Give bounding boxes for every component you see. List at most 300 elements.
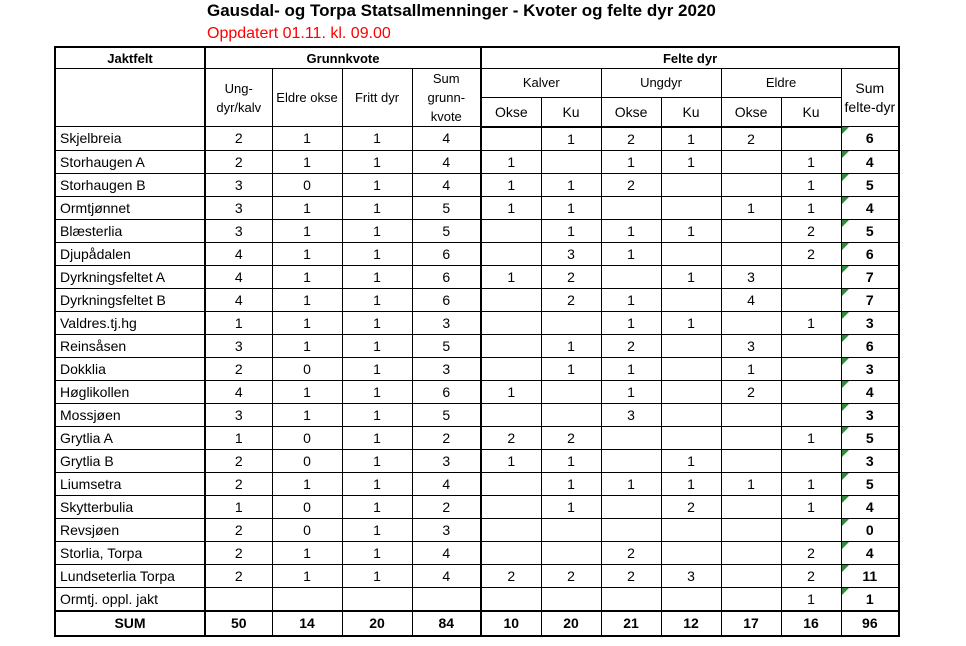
sum-grunnkvote-cell: 6 bbox=[412, 242, 481, 265]
kalver-ku-cell: 1 bbox=[541, 449, 601, 472]
sum-grunnkvote-cell: 6 bbox=[412, 288, 481, 311]
ungdyr-ku-cell: 1 bbox=[661, 127, 721, 151]
kalver-ku-cell bbox=[541, 380, 601, 403]
sum-grunnkvote-cell: 2 bbox=[412, 426, 481, 449]
header-ungdyr-ku: Ku bbox=[661, 97, 721, 126]
eldre-okse-felt-cell bbox=[721, 311, 781, 334]
eldre-ku-cell: 1 bbox=[781, 311, 841, 334]
kalver-ku-cell: 2 bbox=[541, 288, 601, 311]
kalver-okse-cell bbox=[481, 334, 541, 357]
table-row bbox=[55, 311, 899, 334]
fritt-dyr-cell: 1 bbox=[342, 380, 412, 403]
eldre-ku-cell bbox=[781, 403, 841, 426]
sum-felte-dyr-cell: 3 bbox=[841, 403, 899, 426]
ungdyr-ku-cell bbox=[661, 541, 721, 564]
eldre-okse-felt-cell: 4 bbox=[721, 288, 781, 311]
sum-felte-dyr-cell: 5 bbox=[841, 219, 899, 242]
sum-ungdyr-ku: 12 bbox=[661, 611, 721, 636]
kalver-okse-cell bbox=[481, 311, 541, 334]
ungdyr-okse-cell bbox=[601, 449, 661, 472]
sum-felte-dyr-cell: 6 bbox=[841, 242, 899, 265]
table-row bbox=[55, 426, 899, 449]
ung-dyr-kalv-cell: 4 bbox=[205, 265, 272, 288]
jaktfelt-cell: Ormtjønnet bbox=[55, 196, 205, 219]
sum-grunnkvote-cell: 2 bbox=[412, 495, 481, 518]
table-row bbox=[55, 564, 899, 587]
eldre-ku-cell: 1 bbox=[781, 150, 841, 173]
table-row bbox=[55, 196, 899, 219]
eldre-okse-felt-cell: 3 bbox=[721, 334, 781, 357]
jaktfelt-cell: Dyrkningsfeltet A bbox=[55, 265, 205, 288]
sum-felte-dyr-cell: 4 bbox=[841, 495, 899, 518]
sum-grunnkvote-cell: 3 bbox=[412, 518, 481, 541]
jaktfelt-cell: Liumsetra bbox=[55, 472, 205, 495]
ung-dyr-kalv-cell: 4 bbox=[205, 380, 272, 403]
header-felte-dyr: Felte dyr bbox=[481, 47, 899, 69]
table-row bbox=[55, 403, 899, 426]
jaktfelt-cell: Mossjøen bbox=[55, 403, 205, 426]
sum-felte-dyr-cell: 1 bbox=[841, 587, 899, 611]
sum-grunnkvote-cell: 4 bbox=[412, 127, 481, 151]
table-row bbox=[55, 127, 899, 151]
header-ung-dyr-kalv: Ung-dyr/kalv bbox=[205, 69, 272, 127]
ungdyr-okse-cell: 1 bbox=[601, 150, 661, 173]
sum-grunnkvote-cell: 3 bbox=[412, 357, 481, 380]
header-kalver-okse: Okse bbox=[481, 97, 541, 126]
fritt-dyr-cell: 1 bbox=[342, 357, 412, 380]
header-eldre-ku: Ku bbox=[781, 97, 841, 126]
jaktfelt-cell: Grytlia B bbox=[55, 449, 205, 472]
ungdyr-okse-cell: 1 bbox=[601, 219, 661, 242]
sum-grunnkvote-cell: 4 bbox=[412, 472, 481, 495]
ungdyr-ku-cell bbox=[661, 334, 721, 357]
fritt-dyr-cell bbox=[342, 587, 412, 611]
eldre-okse-cell: 1 bbox=[272, 219, 342, 242]
table-row bbox=[55, 357, 899, 380]
table-row bbox=[55, 541, 899, 564]
eldre-ku-cell: 1 bbox=[781, 472, 841, 495]
ungdyr-ku-cell bbox=[661, 288, 721, 311]
sum-felte-dyr-cell: 4 bbox=[841, 541, 899, 564]
sum-grunnkvote-cell: 4 bbox=[412, 173, 481, 196]
ung-dyr-kalv-cell: 4 bbox=[205, 288, 272, 311]
sum-eldre-ku: 16 bbox=[781, 611, 841, 636]
updated-subtitle: Oppdatert 01.11. kl. 09.00 bbox=[207, 25, 391, 42]
header-blank bbox=[55, 69, 205, 127]
ung-dyr-kalv-cell: 2 bbox=[205, 518, 272, 541]
jaktfelt-cell: Storhaugen A bbox=[55, 150, 205, 173]
eldre-ku-cell: 1 bbox=[781, 426, 841, 449]
fritt-dyr-cell: 1 bbox=[342, 288, 412, 311]
header-grunnkvote: Grunnkvote bbox=[205, 47, 481, 69]
eldre-okse-felt-cell bbox=[721, 150, 781, 173]
table-row bbox=[55, 219, 899, 242]
ungdyr-okse-cell: 2 bbox=[601, 127, 661, 151]
ung-dyr-kalv-cell: 2 bbox=[205, 541, 272, 564]
sum-grunnkvote-cell: 4 bbox=[412, 564, 481, 587]
ungdyr-okse-cell: 1 bbox=[601, 357, 661, 380]
kalver-okse-cell bbox=[481, 541, 541, 564]
ung-dyr-kalv-cell: 2 bbox=[205, 357, 272, 380]
kalver-ku-cell: 1 bbox=[541, 196, 601, 219]
kalver-okse-cell bbox=[481, 127, 541, 151]
ungdyr-ku-cell bbox=[661, 518, 721, 541]
sum-felte-dyr-cell: 5 bbox=[841, 426, 899, 449]
eldre-okse-cell: 0 bbox=[272, 449, 342, 472]
ungdyr-ku-cell: 1 bbox=[661, 311, 721, 334]
jaktfelt-cell: Skjelbreia bbox=[55, 127, 205, 151]
sum-felte-dyr-cell: 3 bbox=[841, 357, 899, 380]
eldre-okse-cell: 1 bbox=[272, 150, 342, 173]
eldre-okse-felt-cell bbox=[721, 564, 781, 587]
eldre-ku-cell: 1 bbox=[781, 587, 841, 611]
sum-grunnkvote: 84 bbox=[412, 611, 481, 636]
ung-dyr-kalv-cell: 3 bbox=[205, 196, 272, 219]
sum-felte-dyr-cell: 6 bbox=[841, 127, 899, 151]
ung-dyr-kalv-cell: 2 bbox=[205, 472, 272, 495]
sum-felte-dyr-cell: 7 bbox=[841, 265, 899, 288]
eldre-ku-cell: 2 bbox=[781, 219, 841, 242]
jaktfelt-cell: Høglikollen bbox=[55, 380, 205, 403]
jaktfelt-cell: Grytlia A bbox=[55, 426, 205, 449]
eldre-ku-cell bbox=[781, 449, 841, 472]
fritt-dyr-cell: 1 bbox=[342, 495, 412, 518]
kalver-ku-cell: 1 bbox=[541, 472, 601, 495]
eldre-ku-cell: 1 bbox=[781, 196, 841, 219]
ungdyr-okse-cell: 1 bbox=[601, 472, 661, 495]
eldre-okse-cell: 1 bbox=[272, 403, 342, 426]
jaktfelt-cell: Skytterbulia bbox=[55, 495, 205, 518]
header-ungdyr-okse: Okse bbox=[601, 97, 661, 126]
table-row bbox=[55, 587, 899, 611]
ung-dyr-kalv-cell: 4 bbox=[205, 242, 272, 265]
header-sum-grunnkvote: Sum grunn-kvote bbox=[412, 69, 481, 127]
eldre-ku-cell: 1 bbox=[781, 173, 841, 196]
fritt-dyr-cell: 1 bbox=[342, 426, 412, 449]
kalver-ku-cell: 1 bbox=[541, 219, 601, 242]
ungdyr-okse-cell: 2 bbox=[601, 564, 661, 587]
ungdyr-ku-cell bbox=[661, 426, 721, 449]
kalver-ku-cell: 3 bbox=[541, 242, 601, 265]
jaktfelt-cell: Dyrkningsfeltet B bbox=[55, 288, 205, 311]
jaktfelt-cell: Storhaugen B bbox=[55, 173, 205, 196]
ungdyr-ku-cell: 3 bbox=[661, 564, 721, 587]
eldre-ku-cell bbox=[781, 127, 841, 151]
ungdyr-ku-cell: 1 bbox=[661, 150, 721, 173]
ung-dyr-kalv-cell bbox=[205, 587, 272, 611]
eldre-okse-felt-cell bbox=[721, 541, 781, 564]
eldre-okse-cell: 1 bbox=[272, 380, 342, 403]
ungdyr-ku-cell: 1 bbox=[661, 219, 721, 242]
kalver-okse-cell bbox=[481, 403, 541, 426]
eldre-okse-felt-cell: 3 bbox=[721, 265, 781, 288]
fritt-dyr-cell: 1 bbox=[342, 196, 412, 219]
fritt-dyr-cell: 1 bbox=[342, 265, 412, 288]
eldre-okse-cell: 1 bbox=[272, 311, 342, 334]
eldre-okse-cell: 0 bbox=[272, 357, 342, 380]
eldre-okse-felt-cell bbox=[721, 587, 781, 611]
kalver-okse-cell bbox=[481, 242, 541, 265]
sum-felte-dyr-cell: 3 bbox=[841, 449, 899, 472]
eldre-okse-cell: 1 bbox=[272, 288, 342, 311]
sum-grunnkvote-cell: 4 bbox=[412, 150, 481, 173]
ungdyr-ku-cell bbox=[661, 357, 721, 380]
sum-eldre-okse: 14 bbox=[272, 611, 342, 636]
eldre-okse-felt-cell bbox=[721, 518, 781, 541]
ung-dyr-kalv-cell: 2 bbox=[205, 150, 272, 173]
kalver-okse-cell bbox=[481, 587, 541, 611]
sum-eldre-okse-felt: 17 bbox=[721, 611, 781, 636]
eldre-okse-felt-cell bbox=[721, 426, 781, 449]
eldre-okse-felt-cell: 1 bbox=[721, 357, 781, 380]
header-ungdyr: Ungdyr bbox=[601, 69, 721, 98]
quota-table bbox=[54, 46, 900, 637]
ung-dyr-kalv-cell: 3 bbox=[205, 219, 272, 242]
eldre-okse-cell: 1 bbox=[272, 472, 342, 495]
jaktfelt-cell: Dokklia bbox=[55, 357, 205, 380]
ungdyr-ku-cell: 2 bbox=[661, 495, 721, 518]
eldre-okse-cell: 0 bbox=[272, 495, 342, 518]
eldre-okse-felt-cell: 1 bbox=[721, 196, 781, 219]
sum-grunnkvote-cell: 6 bbox=[412, 265, 481, 288]
header-fritt-dyr: Fritt dyr bbox=[342, 69, 412, 127]
ung-dyr-kalv-cell: 1 bbox=[205, 426, 272, 449]
ungdyr-okse-cell bbox=[601, 265, 661, 288]
ungdyr-ku-cell bbox=[661, 196, 721, 219]
table-row bbox=[55, 265, 899, 288]
jaktfelt-cell: Revsjøen bbox=[55, 518, 205, 541]
ungdyr-ku-cell bbox=[661, 403, 721, 426]
ungdyr-ku-cell bbox=[661, 380, 721, 403]
sum-grunnkvote-cell: 3 bbox=[412, 311, 481, 334]
ung-dyr-kalv-cell: 3 bbox=[205, 403, 272, 426]
kalver-okse-cell: 2 bbox=[481, 426, 541, 449]
sum-grunnkvote-cell: 5 bbox=[412, 403, 481, 426]
sum-kalver-ku: 20 bbox=[541, 611, 601, 636]
kalver-ku-cell: 1 bbox=[541, 495, 601, 518]
table-row bbox=[55, 150, 899, 173]
sum-felte-dyr-cell: 5 bbox=[841, 173, 899, 196]
eldre-okse-cell: 1 bbox=[272, 196, 342, 219]
sum-grunnkvote-cell bbox=[412, 587, 481, 611]
eldre-ku-cell bbox=[781, 518, 841, 541]
table-row bbox=[55, 472, 899, 495]
eldre-okse-felt-cell bbox=[721, 219, 781, 242]
ungdyr-okse-cell: 1 bbox=[601, 380, 661, 403]
kalver-ku-cell: 2 bbox=[541, 265, 601, 288]
eldre-ku-cell: 2 bbox=[781, 564, 841, 587]
sum-grunnkvote-cell: 5 bbox=[412, 196, 481, 219]
ung-dyr-kalv-cell: 1 bbox=[205, 311, 272, 334]
eldre-okse-felt-cell bbox=[721, 173, 781, 196]
kalver-ku-cell bbox=[541, 403, 601, 426]
sum-fritt: 20 bbox=[342, 611, 412, 636]
eldre-ku-cell: 2 bbox=[781, 541, 841, 564]
kalver-okse-cell: 1 bbox=[481, 449, 541, 472]
ung-dyr-kalv-cell: 1 bbox=[205, 495, 272, 518]
sum-label: SUM bbox=[55, 611, 205, 636]
eldre-ku-cell: 2 bbox=[781, 242, 841, 265]
table-row bbox=[55, 334, 899, 357]
eldre-ku-cell bbox=[781, 334, 841, 357]
table-row bbox=[55, 242, 899, 265]
sum-ung: 50 bbox=[205, 611, 272, 636]
kalver-ku-cell bbox=[541, 541, 601, 564]
kalver-ku-cell: 1 bbox=[541, 334, 601, 357]
kalver-ku-cell bbox=[541, 587, 601, 611]
eldre-ku-cell bbox=[781, 288, 841, 311]
eldre-okse-felt-cell: 2 bbox=[721, 127, 781, 151]
ung-dyr-kalv-cell: 2 bbox=[205, 127, 272, 151]
ungdyr-ku-cell bbox=[661, 587, 721, 611]
fritt-dyr-cell: 1 bbox=[342, 518, 412, 541]
fritt-dyr-cell: 1 bbox=[342, 173, 412, 196]
sum-felte-dyr-cell: 7 bbox=[841, 288, 899, 311]
sum-kalver-okse: 10 bbox=[481, 611, 541, 636]
fritt-dyr-cell: 1 bbox=[342, 564, 412, 587]
fritt-dyr-cell: 1 bbox=[342, 127, 412, 151]
table-row bbox=[55, 449, 899, 472]
eldre-okse-felt-cell bbox=[721, 449, 781, 472]
jaktfelt-cell: Djupådalen bbox=[55, 242, 205, 265]
eldre-ku-cell: 1 bbox=[781, 495, 841, 518]
eldre-okse-cell bbox=[272, 587, 342, 611]
kalver-okse-cell: 1 bbox=[481, 173, 541, 196]
eldre-okse-cell: 1 bbox=[272, 541, 342, 564]
jaktfelt-cell: Lundseterlia Torpa bbox=[55, 564, 205, 587]
sum-felte-dyr: 96 bbox=[841, 611, 899, 636]
kalver-okse-cell: 1 bbox=[481, 150, 541, 173]
kalver-okse-cell: 1 bbox=[481, 380, 541, 403]
sum-felte-dyr-cell: 4 bbox=[841, 150, 899, 173]
ungdyr-okse-cell: 3 bbox=[601, 403, 661, 426]
fritt-dyr-cell: 1 bbox=[342, 219, 412, 242]
eldre-okse-cell: 1 bbox=[272, 127, 342, 151]
fritt-dyr-cell: 1 bbox=[342, 449, 412, 472]
eldre-okse-felt-cell bbox=[721, 495, 781, 518]
ungdyr-ku-cell bbox=[661, 173, 721, 196]
fritt-dyr-cell: 1 bbox=[342, 541, 412, 564]
sum-grunnkvote-cell: 4 bbox=[412, 541, 481, 564]
sum-felte-dyr-cell: 4 bbox=[841, 196, 899, 219]
ungdyr-okse-cell bbox=[601, 426, 661, 449]
kalver-ku-cell bbox=[541, 518, 601, 541]
ungdyr-okse-cell: 2 bbox=[601, 173, 661, 196]
eldre-ku-cell bbox=[781, 380, 841, 403]
ungdyr-okse-cell: 1 bbox=[601, 311, 661, 334]
jaktfelt-cell: Storlia, Torpa bbox=[55, 541, 205, 564]
kalver-ku-cell: 1 bbox=[541, 357, 601, 380]
eldre-okse-cell: 1 bbox=[272, 265, 342, 288]
eldre-okse-cell: 0 bbox=[272, 518, 342, 541]
ungdyr-okse-cell: 2 bbox=[601, 541, 661, 564]
eldre-okse-felt-cell: 1 bbox=[721, 472, 781, 495]
header-eldre: Eldre bbox=[721, 69, 841, 98]
kalver-ku-cell: 1 bbox=[541, 173, 601, 196]
eldre-ku-cell bbox=[781, 265, 841, 288]
ungdyr-ku-cell: 1 bbox=[661, 449, 721, 472]
eldre-okse-cell: 1 bbox=[272, 564, 342, 587]
kalver-okse-cell bbox=[481, 219, 541, 242]
fritt-dyr-cell: 1 bbox=[342, 242, 412, 265]
kalver-ku-cell bbox=[541, 311, 601, 334]
ungdyr-okse-cell: 1 bbox=[601, 288, 661, 311]
fritt-dyr-cell: 1 bbox=[342, 150, 412, 173]
jaktfelt-cell: Valdres.tj.hg bbox=[55, 311, 205, 334]
ung-dyr-kalv-cell: 3 bbox=[205, 334, 272, 357]
ungdyr-okse-cell bbox=[601, 587, 661, 611]
header-kalver: Kalver bbox=[481, 69, 601, 98]
sum-felte-dyr-cell: 4 bbox=[841, 380, 899, 403]
kalver-okse-cell bbox=[481, 357, 541, 380]
fritt-dyr-cell: 1 bbox=[342, 403, 412, 426]
header-jaktfelt: Jaktfelt bbox=[55, 47, 205, 69]
kalver-okse-cell: 1 bbox=[481, 196, 541, 219]
sum-felte-dyr-cell: 11 bbox=[841, 564, 899, 587]
page-title: Gausdal- og Torpa Statsallmenninger - Kvoter og felte dyr 2020 bbox=[207, 1, 716, 20]
jaktfelt-cell: Reinsåsen bbox=[55, 334, 205, 357]
ungdyr-okse-cell bbox=[601, 196, 661, 219]
table-row bbox=[55, 518, 899, 541]
eldre-okse-cell: 0 bbox=[272, 426, 342, 449]
header-eldre-okse: Eldre okse bbox=[272, 69, 342, 127]
ungdyr-ku-cell: 1 bbox=[661, 265, 721, 288]
sum-ungdyr-okse: 21 bbox=[601, 611, 661, 636]
fritt-dyr-cell: 1 bbox=[342, 472, 412, 495]
sum-grunnkvote-cell: 5 bbox=[412, 334, 481, 357]
ungdyr-ku-cell: 1 bbox=[661, 472, 721, 495]
ung-dyr-kalv-cell: 3 bbox=[205, 173, 272, 196]
eldre-ku-cell bbox=[781, 357, 841, 380]
kalver-ku-cell: 1 bbox=[541, 127, 601, 151]
ung-dyr-kalv-cell: 2 bbox=[205, 564, 272, 587]
eldre-okse-felt-cell bbox=[721, 403, 781, 426]
header-kalver-ku: Ku bbox=[541, 97, 601, 126]
ungdyr-okse-cell bbox=[601, 518, 661, 541]
kalver-okse-cell bbox=[481, 288, 541, 311]
header-eldre-okse-felt: Okse bbox=[721, 97, 781, 126]
kalver-okse-cell bbox=[481, 518, 541, 541]
kalver-ku-cell: 2 bbox=[541, 426, 601, 449]
sum-felte-dyr-cell: 0 bbox=[841, 518, 899, 541]
eldre-okse-cell: 1 bbox=[272, 242, 342, 265]
ungdyr-okse-cell: 2 bbox=[601, 334, 661, 357]
sum-felte-dyr-cell: 5 bbox=[841, 472, 899, 495]
table-row bbox=[55, 173, 899, 196]
ungdyr-ku-cell bbox=[661, 242, 721, 265]
table-row bbox=[55, 495, 899, 518]
header-sum-felte-dyr: Sum felte-dyr bbox=[841, 69, 899, 127]
kalver-okse-cell: 1 bbox=[481, 265, 541, 288]
ungdyr-okse-cell bbox=[601, 495, 661, 518]
sum-grunnkvote-cell: 5 bbox=[412, 219, 481, 242]
eldre-okse-cell: 1 bbox=[272, 334, 342, 357]
sum-row bbox=[55, 611, 899, 636]
sum-grunnkvote-cell: 3 bbox=[412, 449, 481, 472]
kalver-ku-cell bbox=[541, 150, 601, 173]
table-body bbox=[55, 127, 899, 611]
kalver-okse-cell bbox=[481, 495, 541, 518]
sum-grunnkvote-cell: 6 bbox=[412, 380, 481, 403]
fritt-dyr-cell: 1 bbox=[342, 311, 412, 334]
eldre-okse-cell: 0 bbox=[272, 173, 342, 196]
ungdyr-okse-cell: 1 bbox=[601, 242, 661, 265]
kalver-ku-cell: 2 bbox=[541, 564, 601, 587]
sum-felte-dyr-cell: 3 bbox=[841, 311, 899, 334]
jaktfelt-cell: Blæsterlia bbox=[55, 219, 205, 242]
ung-dyr-kalv-cell: 2 bbox=[205, 449, 272, 472]
table-row bbox=[55, 288, 899, 311]
